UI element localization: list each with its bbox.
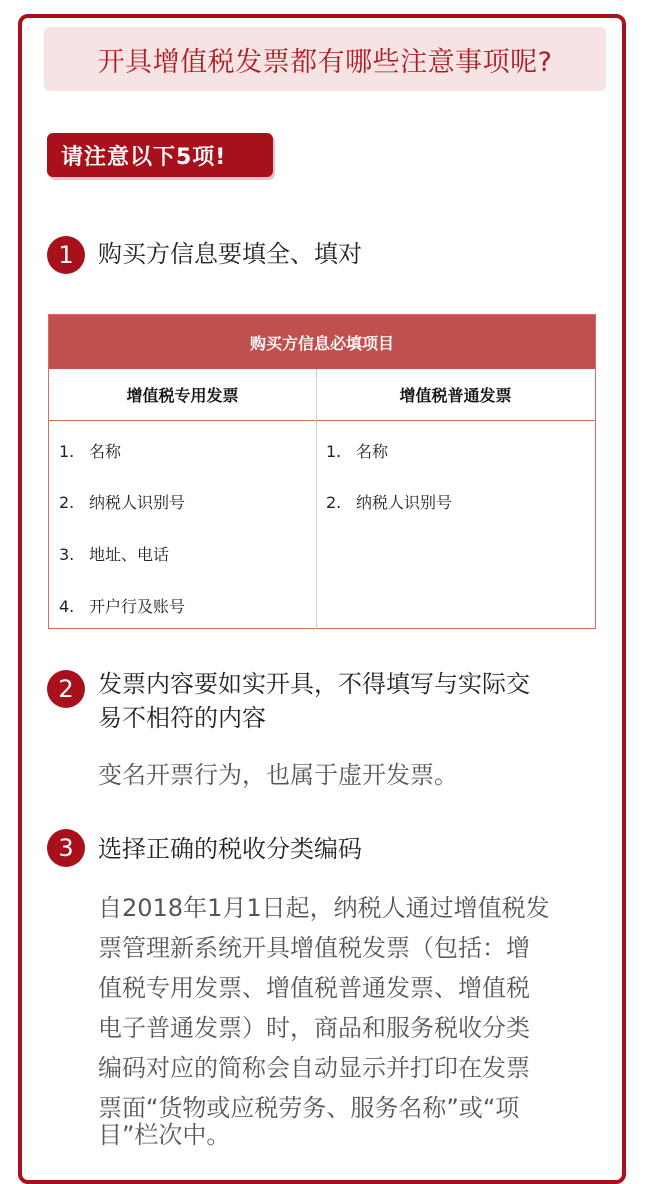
section-3-body-line5: 编码对应的简称会自动显示并打印在发票 <box>98 1054 530 1082</box>
section-3-body-line3: 值税专用发票、增值税普通发票、增值税 <box>98 974 530 1002</box>
list-item: 3. 地址、电话 <box>59 545 170 564</box>
section-2-heading-line2: 易不相符的内容 <box>98 704 266 732</box>
section-number-1: 1 <box>47 236 85 274</box>
table-col-header-ordinary: 增值税普通发票 <box>316 369 595 421</box>
section-3-body-line2: 票管理新系统开具增值税发票（包括：增 <box>98 934 530 962</box>
section-3-heading: 选择正确的税收分类编码 <box>98 835 362 863</box>
section-3-body-line4: 电子普通发票）时，商品和服务税收分类 <box>98 1014 530 1042</box>
buyer-info-table <box>48 314 596 629</box>
list-item: 1. 名称 <box>326 442 389 461</box>
section-1-heading: 购买方信息要填全、填对 <box>98 240 362 268</box>
list-item: 2. 纳税人识别号 <box>326 493 453 512</box>
table-header: 购买方信息必填项目 <box>49 315 595 369</box>
section-3-body-line6: 票面“货物或应税劳务、服务名称”或“项 <box>98 1094 520 1122</box>
list-item: 2. 纳税人识别号 <box>59 493 186 512</box>
section-2-heading-line1: 发票内容要如实开具，不得填写与实际交 <box>98 670 530 698</box>
table-col-header-special: 增值税专用发票 <box>49 369 316 421</box>
column-divider <box>316 369 317 629</box>
section-2-body: 变名开票行为，也属于虚开发票。 <box>98 761 458 789</box>
list-item: 1. 名称 <box>59 442 122 461</box>
list-item: 4. 开户行及账号 <box>59 597 186 616</box>
section-3-body-line1: 自2018年1月1日起，纳税人通过增值税发 <box>98 894 550 922</box>
page-title: 开具增值税发票都有哪些注意事项呢? <box>44 27 606 91</box>
notice-badge: 请注意以下5项! <box>47 133 273 177</box>
section-number-2: 2 <box>47 670 85 708</box>
section-number-3: 3 <box>47 829 85 867</box>
section-3-body-line7: 目”栏次中。 <box>98 1121 231 1149</box>
